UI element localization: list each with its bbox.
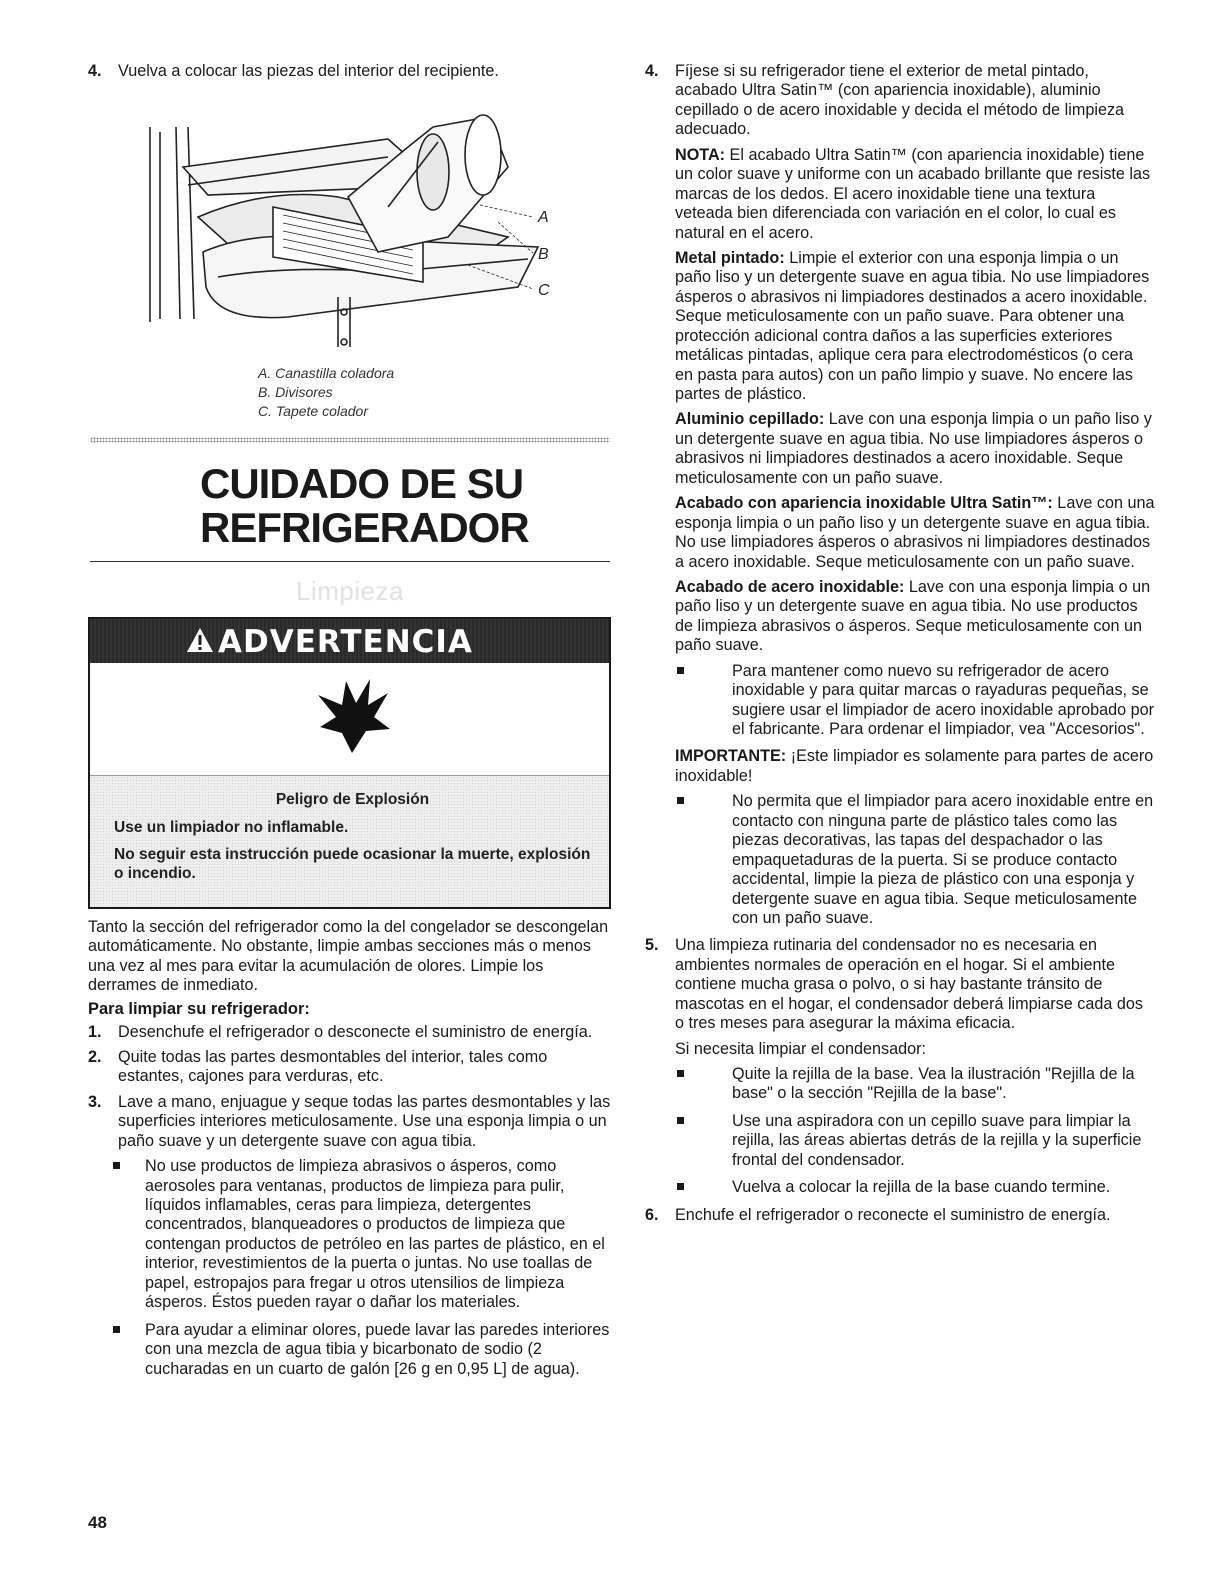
importante-paragraph bbox=[675, 747, 1155, 786]
warning-line-1: Use un limpiador no inflamable. bbox=[114, 818, 349, 836]
step-number: 4. bbox=[645, 62, 659, 80]
bullet-text: No permita que el limpiador para acero inoxidable entre en contacto con ninguna parte de plástico tales como las piezas decorativas, las tapas del despachador o las empaquetaduras de la puerta. Si se produce contacto accidental, limpie la pieza de plástico con una esponja y detergente suave en agua tibia. Seque meticulosamente con un paño suave. bbox=[732, 792, 1154, 927]
bullet-square-icon bbox=[113, 1162, 120, 1169]
callout-c: C bbox=[538, 282, 550, 300]
bullet-text: No use productos de limpieza abrasivos o ásperos, como aerosoles para ventanas, productos de limpieza para pulir, líquidos inflamables, ceras para limpieza, detergentes concentrados, blanqueadores o productos de limpieza que contengan productos de petróleo en las partes de plástico, en el interior, revestimientos de la puerta o juntas. No use toallas de papel, estropajos para fregar u otros utensilios de limpieza ásperos. Éstos pueden rayar o dañar los materiales. bbox=[145, 1157, 605, 1312]
bullet-square-icon bbox=[677, 667, 684, 674]
step-text: Desenchufe el refrigerador o desconecte el suministro de energía. bbox=[118, 1022, 593, 1041]
warning-pictogram-area bbox=[90, 663, 609, 769]
crisper-basket-illustration bbox=[88, 87, 613, 367]
warning-triangle-icon bbox=[186, 627, 214, 653]
nota-paragraph bbox=[675, 146, 1155, 243]
step-subtext: Si necesita limpiar el condensador: bbox=[675, 1039, 927, 1058]
bullet-item bbox=[88, 1157, 613, 1313]
step-text: Quite todas las partes desmontables del interior, tales como estantes, cajones para verduras, etc. bbox=[118, 1047, 548, 1086]
importante-label: IMPORTANTE: bbox=[675, 747, 787, 766]
section-title-line-1: CUIDADO DE SU bbox=[200, 460, 524, 507]
bullet-item bbox=[675, 792, 1155, 928]
callout-b: B bbox=[538, 246, 549, 264]
dotted-divider bbox=[90, 437, 610, 443]
step-text: Fíjese si su refrigerador tiene el exterior de metal pintado, acabado Ultra Satin™ (con apariencia inoxidable), aluminio cepillado o de acero inoxidable y decida el método de limpieza adecuado. bbox=[675, 62, 1125, 139]
warning-box bbox=[88, 617, 611, 909]
step-number: 3. bbox=[88, 1092, 102, 1111]
section-title-line-2: REFRIGERADOR bbox=[200, 504, 529, 552]
subsection-title: Limpieza bbox=[295, 576, 405, 606]
step-5 bbox=[645, 936, 1155, 1197]
step-number: 5. bbox=[645, 936, 659, 955]
bullet-item bbox=[675, 1112, 1155, 1170]
bullet-text: Para ayudar a eliminar olores, puede lavar las paredes interiores con una mezcla de agua tibia y bicarbonato de sodio (2 cucharadas en un cuarto de galón [26 g en 0,95 L] de agua). bbox=[145, 1320, 610, 1378]
caption-a: A. Canastilla coladora bbox=[258, 365, 395, 381]
step-text: Enchufe el refrigerador o reconecte el suministro de energía. bbox=[675, 1205, 1111, 1224]
warning-header bbox=[90, 619, 609, 663]
left-column-top bbox=[88, 62, 613, 419]
bullet-text: Vuelva a colocar la rejilla de la base cuando termine. bbox=[732, 1178, 1111, 1197]
acero-text: Lave con una esponja limpia o un paño liso y un detergente suave en agua tibia. No use productos de limpieza abrasivos o ásperos. Seque meticulosamente con un paño suave. bbox=[675, 577, 1151, 655]
nota-text: El acabado Ultra Satin™ (con apariencia inoxidable) tiene un color suave y uniforme con un acabado brillante que resiste las marcas de los dedos. El acero inoxidable tiene una textura veteada bien diferenciada con variación en el color, lo cual es natural en el acero. bbox=[675, 145, 1151, 242]
intro-paragraph: Tanto la sección del refrigerador como la del congelador se descongelan automáticamente. No obstante, limpie ambas secciones más o menos una vez al mes para evitar la acumulación de olores. Limpie los derrames de inmediato. bbox=[88, 918, 609, 995]
bullet-text: Use una aspiradora con un cepillo suave para limpiar la rejilla, las áreas abiertas detrás de la rejilla y la superficie frontal del condensador. bbox=[732, 1111, 1142, 1169]
figure-captions bbox=[258, 364, 394, 421]
left-column-body bbox=[88, 918, 613, 1387]
metal-label: Metal pintado: bbox=[675, 248, 785, 267]
page-number: 48 bbox=[88, 1513, 107, 1532]
bullet-item bbox=[675, 1178, 1155, 1197]
aluminio-label: Aluminio cepillado: bbox=[675, 410, 825, 429]
step-2 bbox=[88, 1048, 613, 1087]
aluminio-paragraph bbox=[675, 410, 1155, 488]
step-3 bbox=[88, 1093, 613, 1151]
acero-label: Acabado de acero inoxidable: bbox=[675, 577, 905, 596]
metal-paragraph bbox=[675, 249, 1155, 405]
right-column bbox=[645, 62, 1155, 1231]
step-text: Vuelva a colocar las piezas del interior del recipiente. bbox=[118, 62, 499, 80]
step-text: Lave a mano, enjuague y seque todas las partes desmontables y las superficies interiores meticulosamente. Use una esponja limpia o un paño suave y un detergente suave con agua tibia. bbox=[118, 1092, 611, 1150]
satin-label: Acabado con apariencia inoxidable Ultra Satin™: bbox=[675, 494, 1053, 513]
aluminio-text: Lave con una esponja limpia o un paño liso y un detergente suave en agua tibia. No use limpiadores ásperos o abrasivos ni limpiadores destinados a acero inoxidable. Seque meticulosamente con un paño suave. bbox=[675, 410, 1152, 487]
step-4-right bbox=[645, 62, 1155, 928]
nota-label: NOTA: bbox=[675, 145, 726, 164]
caption-b: B. Divisores bbox=[258, 383, 333, 400]
step-number: 4. bbox=[88, 62, 102, 80]
bullet-square-icon bbox=[677, 1183, 684, 1190]
step-number: 6. bbox=[645, 1205, 659, 1224]
warning-line-2: No seguir esta instrucción puede ocasionar la muerte, explosión o incendio. bbox=[114, 846, 591, 882]
step-1 bbox=[88, 1023, 613, 1042]
title-rule bbox=[90, 561, 610, 562]
bullet-text: Para mantener como nuevo su refrigerador de acero inoxidable y para quitar marcas o rayaduras pequeñas, se sugiere usar el limpiador de acero inoxidable aprobado por el fabricante. Para ordenar el limpiador, vea "Accesorios". bbox=[732, 661, 1155, 738]
cleaning-heading: Para limpiar su refrigerador: bbox=[88, 999, 310, 1018]
bullet-square-icon bbox=[677, 1117, 684, 1124]
satin-paragraph bbox=[675, 494, 1155, 572]
acero-paragraph bbox=[675, 578, 1155, 656]
satin-text: Lave con una esponja limpia o un paño liso y un detergente suave en agua tibia. No use limpiadores ásperos o abrasivos ni limpiadores destinados a acero inoxidable. Seque meticulosamente con un paño suave. bbox=[675, 494, 1155, 571]
warning-header-text: ADVERTENCIA bbox=[218, 624, 473, 660]
basket-diagram bbox=[88, 87, 613, 367]
caption-c: C. Tapete colador bbox=[258, 402, 368, 419]
warning-body bbox=[90, 775, 609, 907]
callout-a: A bbox=[538, 209, 549, 227]
bullet-item bbox=[675, 662, 1155, 740]
bullet-text: Quite la rejilla de la base. Vea la ilustración "Rejilla de la base" o la sección "Rejilla de la base". bbox=[732, 1065, 1135, 1103]
explosion-icon bbox=[312, 677, 392, 757]
step-text: Una limpieza rutinaria del condensador no es necesaria en ambientes normales de operación en el hogar. Si el ambiente contiene mucha grasa o polvo, o si hay bastante tránsito de mascotas en el hogar, el condensador deberá limpiarse cada dos o tres meses para asegurar la máxima eficacia. bbox=[675, 936, 1143, 1033]
bullet-square-icon bbox=[677, 1070, 684, 1077]
bullet-square-icon bbox=[677, 797, 684, 804]
warning-hazard: Peligro de Explosión bbox=[275, 791, 430, 808]
bullet-item bbox=[675, 1065, 1155, 1104]
bullet-item bbox=[88, 1321, 613, 1379]
step-number: 2. bbox=[88, 1047, 102, 1066]
step-6 bbox=[645, 1206, 1155, 1225]
step-4-left bbox=[88, 62, 613, 81]
section-title bbox=[200, 462, 529, 550]
importante-text: ¡Este limpiador es solamente para partes de acero inoxidable! bbox=[675, 747, 1154, 785]
step-number: 1. bbox=[88, 1022, 102, 1041]
bullet-square-icon bbox=[113, 1326, 120, 1333]
metal-text: Limpie el exterior con una esponja limpia o un paño liso y un detergente suave en agua tibia. No use limpiadores ásperos o abrasivos ni limpiadores destinados a acero inoxidable. Seque meticulosamente con un paño suave. Para obtener una protección adicional contra daños a las superficies exteriores metálicas pintadas, aplique cera para electrodomésticos (o cera en pasta para autos) con un paño limpio y suave. No encere las partes de plástico. bbox=[675, 248, 1150, 403]
